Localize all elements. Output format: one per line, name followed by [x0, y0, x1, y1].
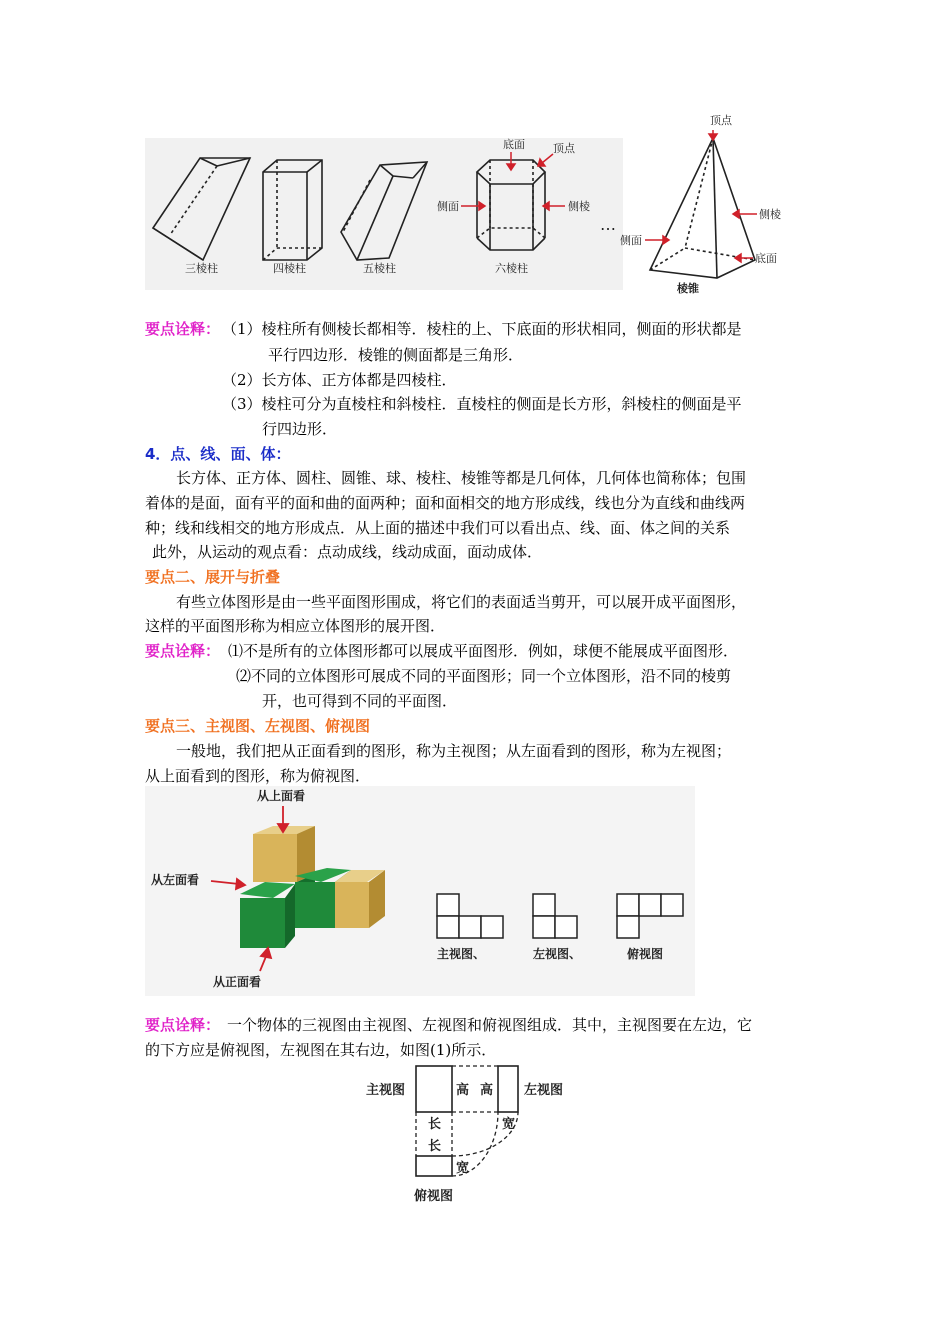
- pyramid-side-edge-label: 侧棱: [759, 208, 781, 221]
- hex-side-face-label: 侧面: [437, 200, 459, 213]
- section4-p4: 此外，从运动的观点看：点动成线，线动成面，面动成体．: [152, 543, 543, 561]
- section2-note1: ⑴不是所有的立体图形都可以展成平面图形．例如，球便不能展成平面图形．: [228, 642, 739, 660]
- from-left-label: 从左面看: [151, 873, 200, 887]
- width-label-1: 宽: [502, 1117, 516, 1132]
- section4-title: 4．点、线、面、体：: [145, 445, 291, 463]
- height-label-1: 高: [456, 1083, 470, 1098]
- pyramid-bottom-face-label: 底面: [755, 252, 777, 265]
- top-view-rect: [416, 1156, 452, 1176]
- width-label-2: 宽: [456, 1161, 470, 1176]
- note1-line3: （3）棱柱可分为直棱柱和斜棱柱．直棱柱的侧面是长方形，斜棱柱的侧面是平: [222, 395, 742, 413]
- section2-title: 要点二、展开与折叠: [145, 568, 281, 586]
- left-view-rect: [498, 1066, 518, 1112]
- note1-line3b: 行四边形．: [262, 420, 338, 438]
- left-label: 左视图: [524, 1083, 564, 1098]
- length-label-2: 长: [428, 1139, 442, 1154]
- section3-title: 要点三、主视图、左视图、俯视图: [145, 717, 371, 735]
- from-top-label: 从上面看: [257, 789, 306, 803]
- right-wood-cube: [335, 870, 385, 928]
- section3-p1: 一般地，我们把从正面看到的图形，称为主视图；从左面看到的图形，称为左视图；: [176, 742, 732, 760]
- front-label: 主视图: [366, 1083, 406, 1098]
- hex-side-edge-label: 侧棱: [568, 200, 590, 213]
- front-view-label: 主视图、: [437, 947, 486, 961]
- note1-line1: （1）棱柱所有侧棱长都相等．棱柱的上、下底面的形状相同，侧面的形状都是: [222, 320, 742, 338]
- note3-line1: 一个物体的三视图由主视图、左视图和俯视图组成．其中，主视图要在左边，它: [227, 1016, 753, 1034]
- ellipsis: …: [600, 215, 616, 234]
- section2-note2b: 开，也可得到不同的平面图．: [262, 692, 458, 710]
- section4-p3: 种；线和线相交的地方形成点．从上面的描述中我们可以看出点、线、面、体之间的关系: [145, 519, 731, 537]
- note1-line1b: 平行四边形．棱锥的侧面都是三角形．: [268, 346, 524, 364]
- note3-line2: 的下方应是俯视图，左视图在其右边，如图(1)所示．: [145, 1041, 497, 1059]
- triangular-prism-label: 三棱柱: [185, 262, 218, 275]
- left-view-label: 左视图、: [533, 947, 582, 961]
- hexagonal-prism-label: 六棱柱: [495, 262, 528, 275]
- pyramid-name-label: 棱锥: [677, 282, 699, 295]
- note1-line2: （2）长方体、正方体都是四棱柱．: [222, 371, 457, 389]
- section2-note2: ⑵不同的立体图形可展成不同的平面图形；同一个立体图形，沿不同的棱剪: [236, 667, 732, 685]
- length-label-1: 长: [428, 1117, 442, 1132]
- quadrangular-prism-label: 四棱柱: [273, 262, 306, 275]
- pentagonal-prism-label: 五棱柱: [363, 262, 396, 275]
- section4-p1: 长方体、正方体、圆柱、圆锥、球、棱柱、棱锥等都是几何体，几何体也简称体；包围: [176, 469, 747, 487]
- pyramid-side-face-label: 侧面: [620, 234, 642, 247]
- note1-label: 要点诠释：: [145, 320, 221, 338]
- hex-bottom-face-label: 底面: [503, 138, 525, 151]
- section4-p2: 着体的是面，面有平的面和曲的面两种；面和面相交的地方形成线，线也分为直线和曲线两: [145, 494, 746, 512]
- note3-label: 要点诠释：: [145, 1016, 221, 1034]
- cubes-views-figure: [145, 786, 695, 996]
- top-view-label: 俯视图: [627, 947, 664, 961]
- prisms-figure: [145, 110, 795, 300]
- from-front-label: 从正面看: [213, 975, 262, 989]
- section2-note-label: 要点诠释：: [145, 642, 221, 660]
- hex-vertex-label: 顶点: [553, 142, 575, 155]
- front-view-rect: [416, 1066, 452, 1112]
- section2-p1: 有些立体图形是由一些平面图形围成，将它们的表面适当剪开，可以展开成平面图形，: [176, 593, 747, 611]
- three-view-layout-figure: [360, 1060, 580, 1210]
- section3-p2: 从上面看到的图形，称为俯视图．: [145, 767, 371, 785]
- height-label-2: 高: [480, 1083, 494, 1098]
- section2-p2: 这样的平面图形称为相应立体图形的展开图．: [145, 617, 446, 635]
- pyramid-vertex-label: 顶点: [710, 114, 732, 127]
- top-label: 俯视图: [414, 1189, 454, 1204]
